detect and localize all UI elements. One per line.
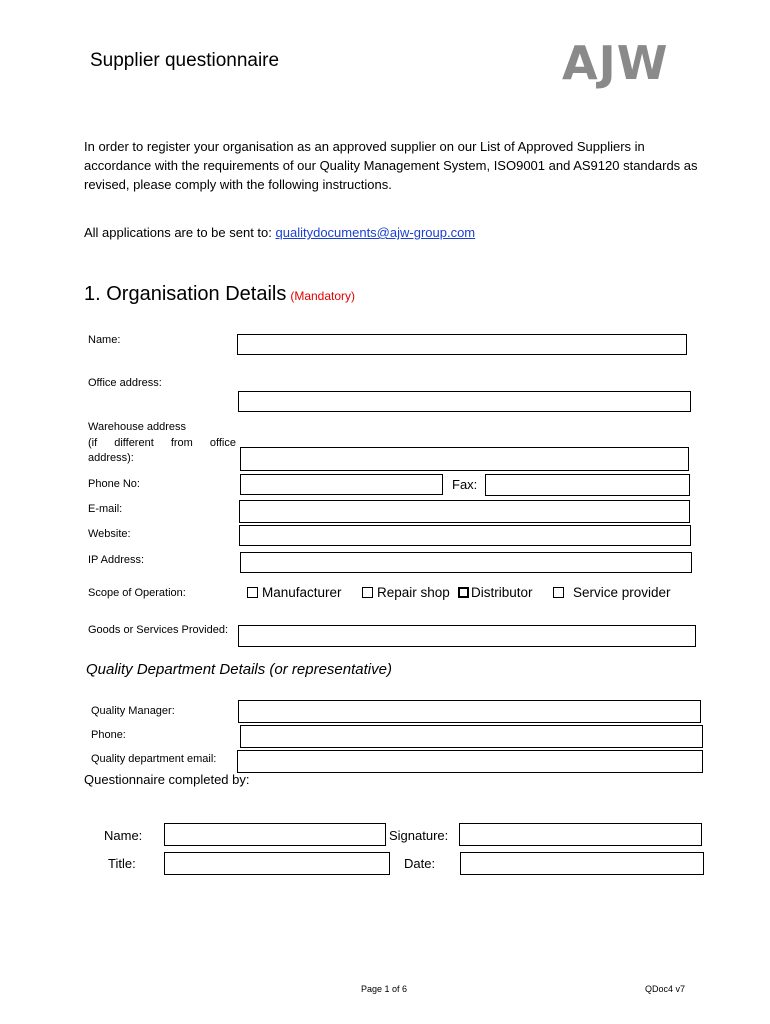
quality-phone-label: Phone:: [91, 729, 126, 741]
office-address-label: Office address:: [88, 377, 162, 389]
quality-manager-label: Quality Manager:: [91, 705, 175, 717]
ip-address-field[interactable]: [240, 552, 692, 573]
option-label: Repair shop: [377, 585, 450, 600]
send-to-line: [84, 225, 475, 240]
goods-field[interactable]: [238, 625, 696, 647]
scope-label: Scope of Operation:: [88, 587, 186, 599]
option-label: Service provider: [573, 585, 671, 600]
completed-title-label: Title:: [108, 856, 136, 871]
page-number: Page 1 of 6: [361, 984, 408, 994]
option-label: Manufacturer: [262, 585, 342, 600]
warehouse-address-field[interactable]: [240, 447, 689, 471]
mandatory-tag: (Mandatory): [290, 289, 356, 303]
date-label: Date:: [404, 856, 436, 871]
warehouse-label-line3: address):: [88, 452, 134, 464]
goods-label: Goods or Services Provided:: [88, 624, 229, 636]
send-to-label: All applications are to be sent to:: [84, 225, 272, 240]
date-field[interactable]: [460, 852, 704, 875]
warehouse-word: (if: [88, 436, 98, 449]
completed-title-field[interactable]: [164, 852, 390, 875]
page-title: Supplier questionnaire: [90, 50, 280, 71]
warehouse-word: from: [170, 436, 193, 449]
quality-section-title: Quality Department Details (or representative): [86, 661, 392, 678]
completed-name-field[interactable]: [164, 823, 386, 846]
option-repair-shop[interactable]: [362, 585, 450, 600]
quality-email-label: Quality department email:: [91, 753, 217, 765]
signature-field[interactable]: [459, 823, 702, 846]
phone-label: Phone No:: [88, 478, 140, 490]
fax-label: Fax:: [452, 477, 478, 492]
checkbox-icon[interactable]: [553, 587, 564, 598]
email-link[interactable]: qualitydocuments@ajw-group.com: [275, 225, 476, 240]
option-distributor[interactable]: [458, 585, 533, 600]
fax-field[interactable]: [485, 474, 690, 496]
checkbox-icon[interactable]: [458, 587, 469, 598]
completed-name-label: Name:: [104, 828, 143, 843]
email-label: E-mail:: [88, 503, 123, 515]
website-label: Website:: [88, 528, 131, 540]
warehouse-word: different: [114, 436, 154, 449]
ip-address-label: IP Address:: [88, 554, 145, 566]
option-label: Distributor: [471, 585, 533, 600]
section-organisation-details: [84, 283, 355, 306]
name-label: Name:: [88, 334, 121, 346]
warehouse-label-line1: Warehouse address: [88, 421, 187, 433]
warehouse-address-label: [88, 420, 236, 467]
quality-manager-field[interactable]: [238, 700, 701, 723]
phone-field[interactable]: [240, 474, 443, 495]
website-field[interactable]: [239, 525, 691, 546]
warehouse-word: office: [209, 436, 236, 449]
completed-by-title: Questionnaire completed by:: [84, 772, 250, 787]
quality-phone-field[interactable]: [240, 725, 703, 748]
company-logo: AJW: [562, 36, 669, 90]
office-address-field[interactable]: [238, 391, 691, 412]
quality-email-field[interactable]: [237, 750, 703, 773]
section-title: 1. Organisation Details: [84, 283, 287, 305]
document-code: QDoc4 v7: [645, 984, 686, 994]
email-field[interactable]: [239, 500, 690, 523]
signature-label: Signature:: [389, 828, 449, 843]
checkbox-icon[interactable]: [247, 587, 258, 598]
option-service-provider[interactable]: [553, 585, 671, 600]
warehouse-label-line2: [88, 436, 236, 452]
checkbox-icon[interactable]: [362, 587, 373, 598]
intro-paragraph: In order to register your organisation as an approved supplier on our List of Approved Suppliers in accordance with the requirements of our Quality Management System, ISO9001 and AS9120 standards as revised, please comply with the following instructions.: [84, 139, 698, 192]
option-manufacturer[interactable]: [247, 585, 342, 600]
name-field[interactable]: [237, 334, 687, 355]
